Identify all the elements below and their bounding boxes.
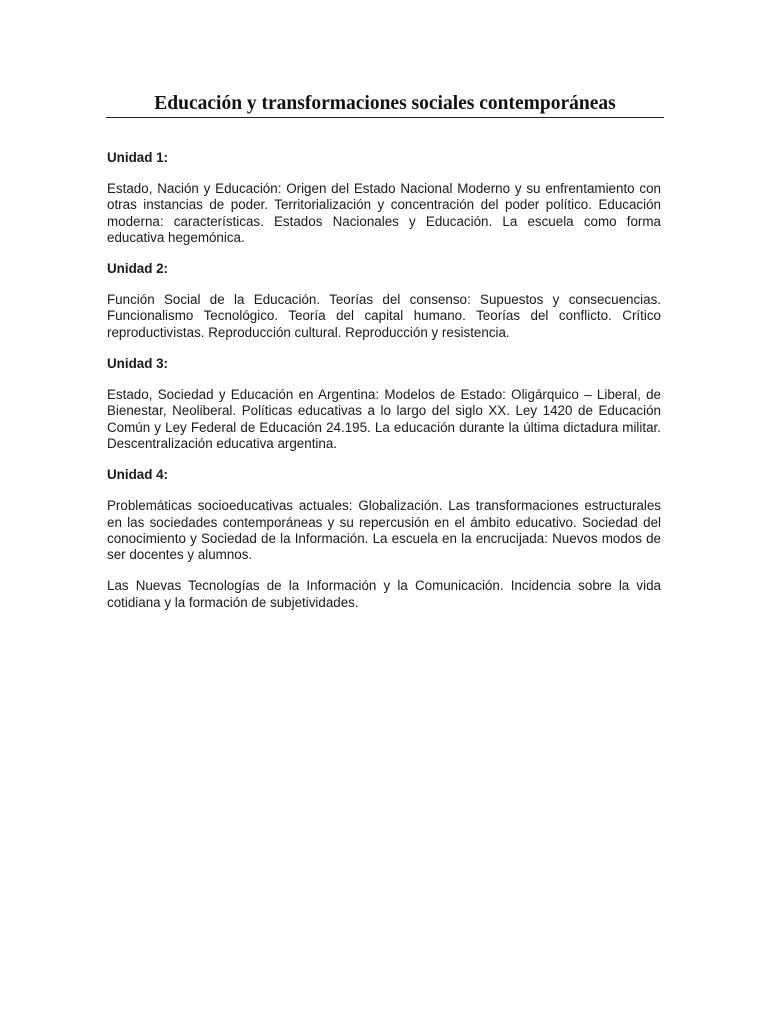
unit-2-paragraph: Función Social de la Educación. Teorías del consenso: Supuestos y consecuencias. Funcionalismo Tecnológico. Teoría del capital humano. Teorías del conflicto. Crítico reproductivistas. Reproducción cultural. Reproducción y resistencia. <box>107 292 661 340</box>
title-underline <box>106 117 664 118</box>
unit-3-paragraph: Estado, Sociedad y Educación en Argentina: Modelos de Estado: Oligárquico – Liberal, de Bienestar, Neoliberal. Políticas educativas a lo largo del siglo XX. Ley 1420 de Educación Común y Ley Federal de Educación 24.195. La educación durante la última dictadura militar. Descentralización educativa argentina. <box>107 387 661 451</box>
unit-3-section <box>107 356 661 452</box>
unit-2-section <box>107 261 661 341</box>
document-body <box>107 150 661 611</box>
unit-1-heading: Unidad 1: <box>107 150 169 165</box>
document-title: Educación y transformaciones sociales contemporáneas <box>154 93 616 114</box>
unit-3-heading: Unidad 3: <box>107 356 169 372</box>
unit-4-paragraph-2: Las Nuevas Tecnologías de la Información y la Comunicación. Incidencia sobre la vida cotidiana y la formación de subjetividades. <box>107 578 661 610</box>
unit-2-heading: Unidad 2: <box>107 261 169 277</box>
unit-1-paragraph: Estado, Nación y Educación: Origen del Estado Nacional Moderno y su enfrentamiento con otras instancias de poder. Territorialización y concentración del poder político. Educación moderna: características. Estados Nacionales y Educación. La escuela como forma educativa hegemónica. <box>107 181 661 245</box>
unit-4-paragraph-1: Problemáticas socioeducativas actuales: Globalización. Las transformaciones estructurales en las sociedades contemporáneas y su repercusión en el ámbito educativo. Sociedad del conocimiento y Sociedad de la Información. La escuela en la encrucijada: Nuevos modos de ser docentes y alumnos. <box>107 498 661 563</box>
unit-4-heading: Unidad 4: <box>107 467 169 483</box>
unit-4-section <box>107 467 661 611</box>
unit-1-section <box>107 150 661 246</box>
